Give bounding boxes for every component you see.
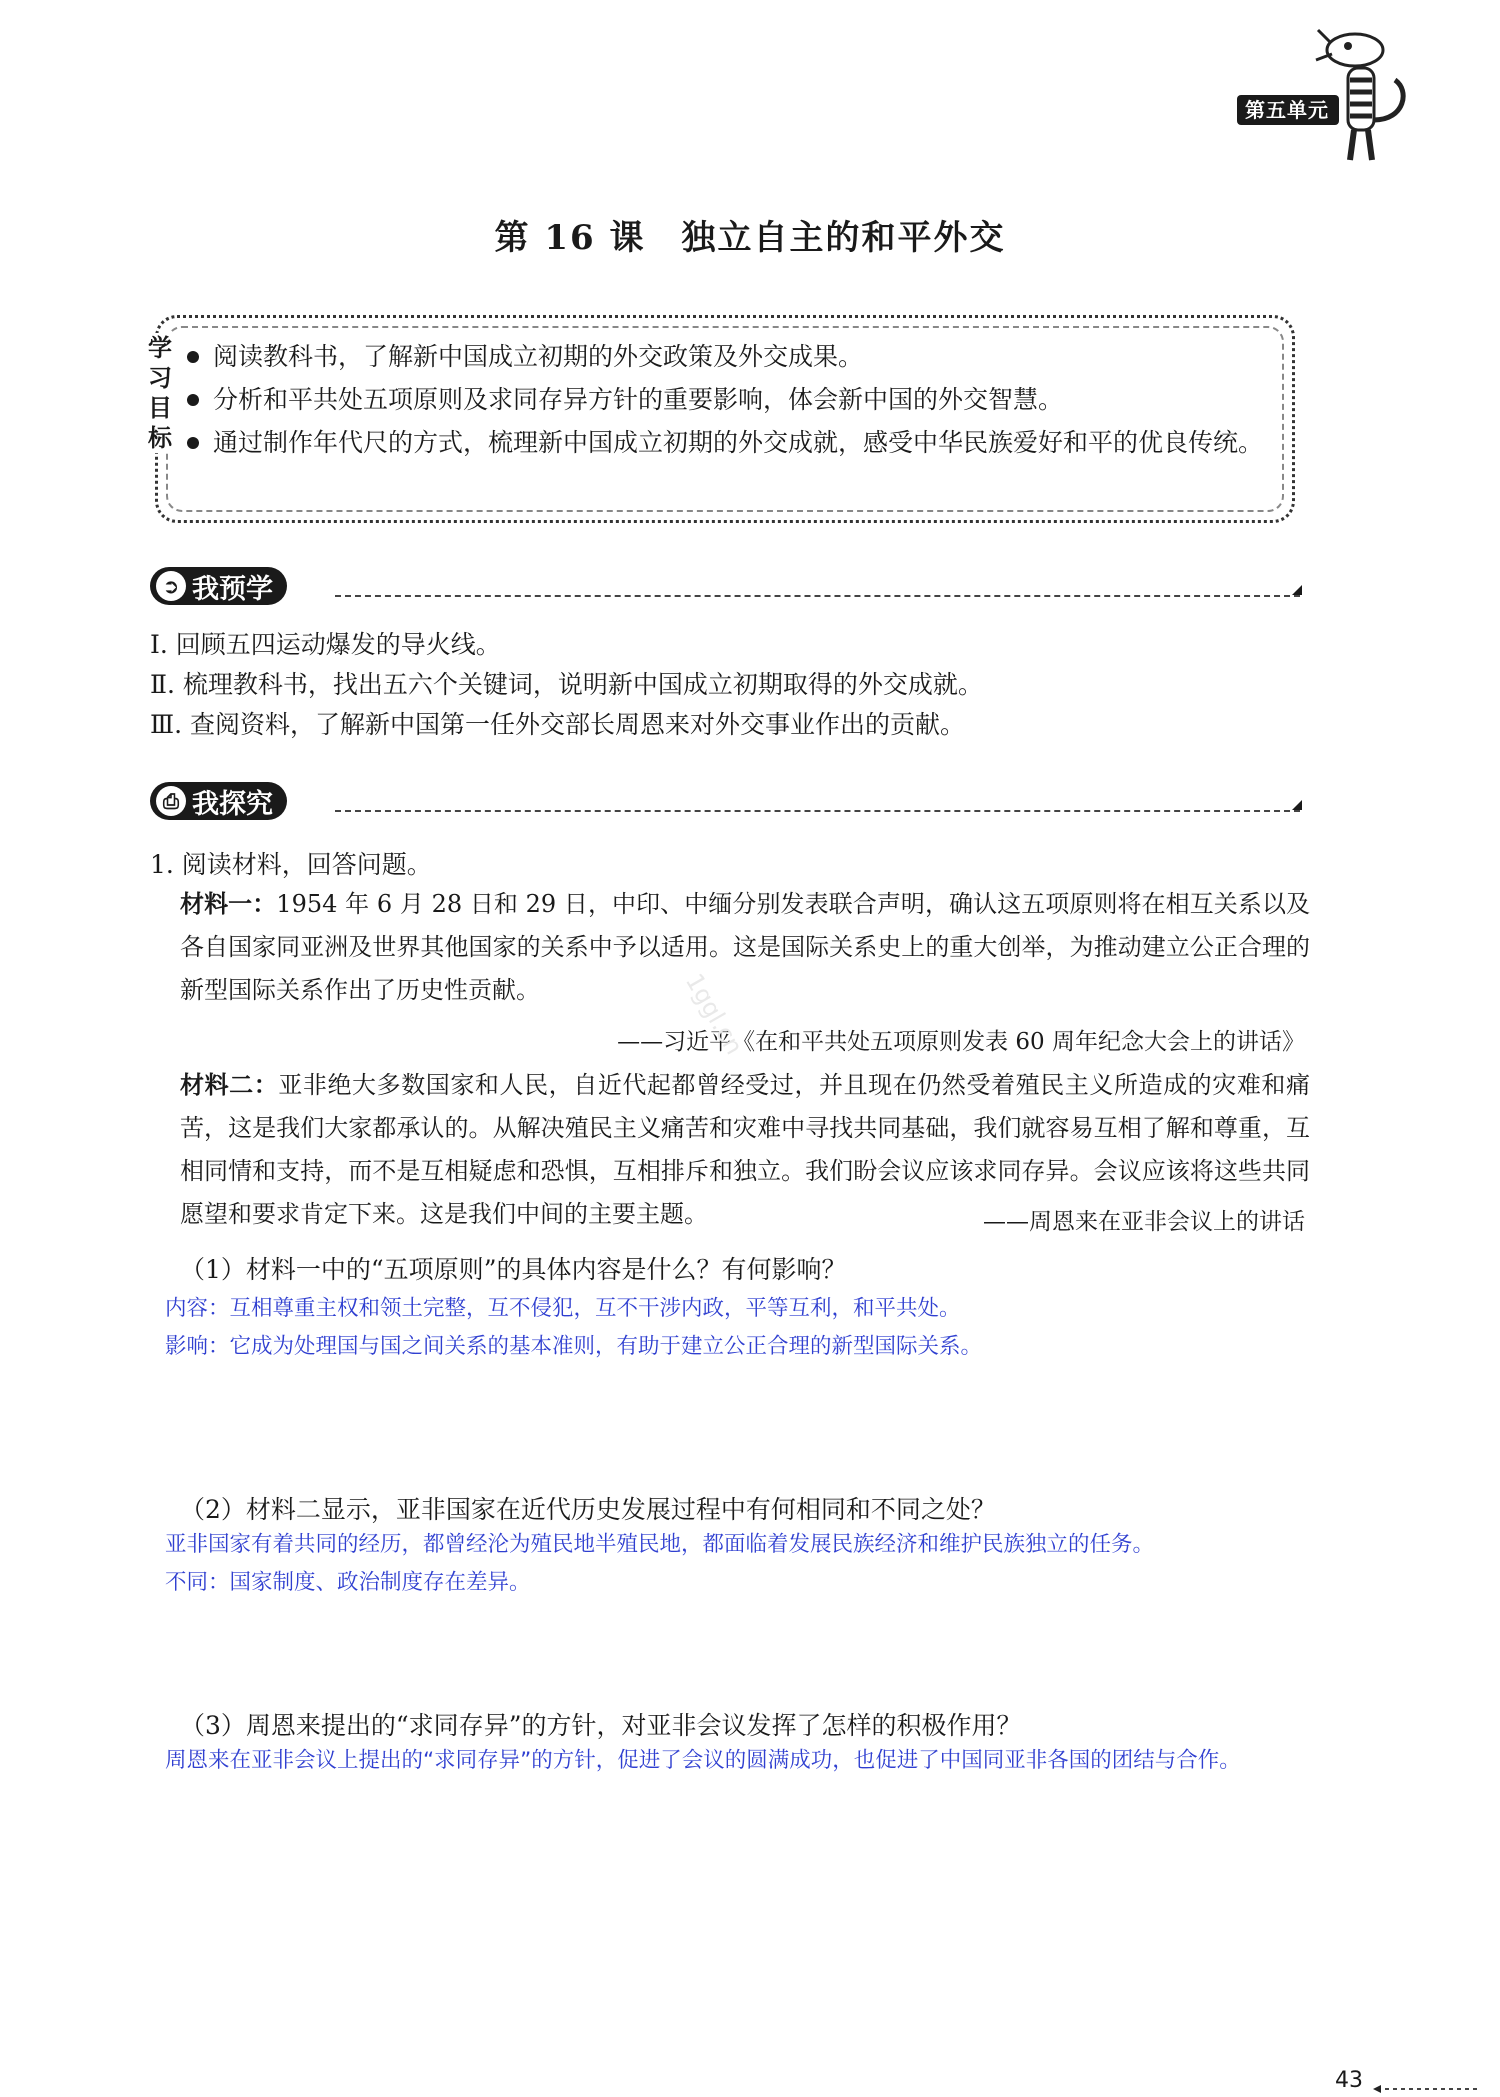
preview-item: Ⅲ. 查阅资料，了解新中国第一任外交部长周恩来对外交事业作出的贡献。: [150, 710, 966, 739]
section-preview-header: [150, 567, 1300, 607]
unit-badge: 第五单元: [1237, 95, 1339, 125]
material-one-text: 1954 年 6 月 28 日和 29 日，中印、中缅分别发表联合声明，确认这五项原则将在相互关系以及各自国家同亚洲及世界其他国家的关系中予以适用。这是国际关系史上的重大创举，为推动建立公正合理的新型国际关系作出了历史性贡献。: [180, 890, 1311, 1004]
objectives-label: 学习目标: [145, 333, 175, 453]
answer-3-line-1: 周恩来在亚非会议上提出的“求同存异”的方针，促进了会议的圆满成功，也促进了中国同亚非各国的团结与合作。: [165, 1748, 1241, 1773]
material-two-text: 亚非绝大多数国家和人民，自近代起都曾经受过，并且现在仍然受着殖民主义所造成的灾难和痛苦，这是我们大家都承认的。从解决殖民主义痛苦和灾难中寻找共同基础，我们就容易互相了解和尊重，互相同情和支持，而不是互相疑虑和恐惧，互相排斥和独立。我们盼会议应该求同存异。会议应该将这些共同愿望和要求肯定下来。这是我们中间的主要主题。: [180, 1071, 1310, 1228]
material-one-label: 材料一：: [180, 889, 277, 918]
swirl-icon: ➲: [156, 571, 186, 601]
preview-item: Ⅱ. 梳理教科书，找出五六个关键词，说明新中国成立初期取得的外交成就。: [150, 670, 983, 699]
objectives-list: [185, 335, 1275, 464]
preview-item: Ⅰ. 回顾五四运动爆发的导火线。: [150, 630, 501, 659]
section-explore-header: [150, 782, 1300, 822]
material-two-label: 材料二：: [180, 1070, 279, 1099]
page-number: 43: [1335, 2068, 1363, 2093]
preview-list: [150, 625, 1300, 745]
sub-question-3: （3）周恩来提出的“求同存异”的方针，对亚非会议发挥了怎样的积极作用？: [180, 1711, 1022, 1740]
material-two-source: ——周恩来在亚非会议上的讲话: [983, 1209, 1305, 1235]
material-one-source: ——习近平《在和平共处五项原则发表 60 周年纪念大会上的讲话》: [617, 1029, 1305, 1055]
answer-1-line-1: 内容：互相尊重主权和领土完整，互不侵犯，互不干涉内政，平等互利，和平共处。: [165, 1296, 961, 1321]
question-intro: 1. 阅读材料，回答问题。: [150, 850, 432, 879]
objective-item: 通过制作年代尺的方式，梳理新中国成立初期的外交成就，感受中华民族爱好和平的优良传统。: [185, 421, 1275, 464]
section-preview-title: 我预学: [192, 573, 273, 605]
section-explore-title: 我探究: [192, 788, 273, 820]
objective-item: 分析和平共处五项原则及求同存异方针的重要影响，体会新中国的外交智慧。: [185, 378, 1275, 421]
sub-question-1: （1）材料一中的“五项原则”的具体内容是什么？有何影响？: [180, 1255, 847, 1284]
material-one: [180, 882, 1310, 1012]
answer-1-line-2: 影响：它成为处理国与国之间关系的基本准则，有助于建立公正合理的新型国际关系。: [165, 1334, 983, 1359]
watermark: 1ggl.cn: [679, 968, 749, 1060]
answer-2-line-1: 亚非国家有着共同的经历，都曾经沦为殖民地半殖民地，都面临着发展民族经济和维护民族独立的任务。: [165, 1532, 1155, 1557]
sub-question-2: （2）材料二显示，亚非国家在近代历史发展过程中有何相同和不同之处？: [180, 1495, 996, 1524]
printer-icon: ⎙: [156, 786, 186, 816]
arrow-left-icon: [1373, 2078, 1483, 2086]
answer-2-line-2: 不同：国家制度、政治制度存在差异。: [165, 1570, 531, 1595]
lesson-title: 第 16 课 独立自主的和平外交: [494, 218, 1006, 258]
objective-item: 阅读教科书，了解新中国成立初期的外交政策及外交成果。: [185, 335, 1275, 378]
